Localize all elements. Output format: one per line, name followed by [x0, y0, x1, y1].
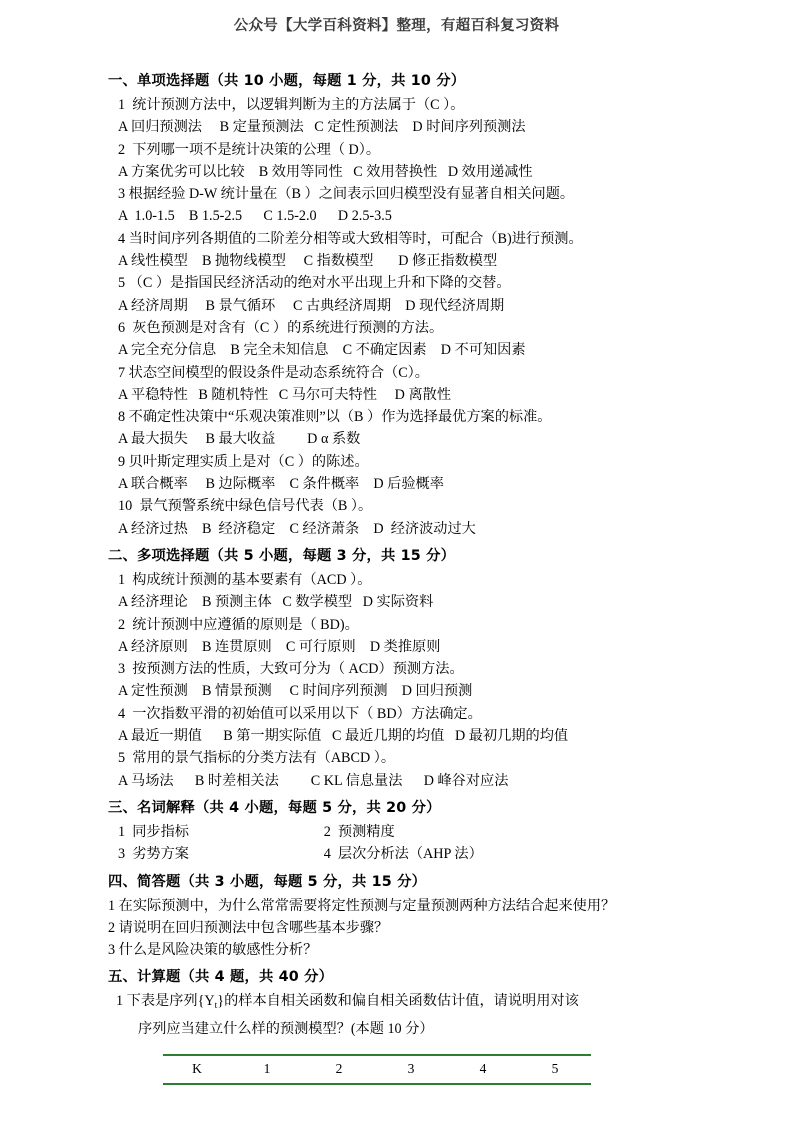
option-line: A 经济周期 B 景气循环 C 古典经济周期 D 现代经济周期 — [118, 297, 505, 314]
option-line: A 经济原则 B 连贯原则 C 可行原则 D 类推原则 — [118, 638, 441, 655]
table-header-cell: 3 — [407, 1060, 415, 1076]
option-line: A 经济过热 B 经济稳定 C 经济萧条 D 经济波动过大 — [118, 520, 476, 537]
section-heading-2: 二、多项选择题（共 5 小题，每题 3 分，共 15 分） — [108, 547, 456, 564]
subscript-t: t — [214, 1001, 218, 1012]
question-line: 1 在实际预测中，为什么常常需要将定性预测与定量预测两种方法结合起来使用？ — [108, 897, 616, 914]
table-header-cell: 2 — [335, 1060, 343, 1076]
option-line: A 平稳特性 B 随机特性 C 马尔可夫特性 D 离散性 — [118, 386, 452, 403]
question-line: 2 下列哪一项不是统计决策的公理（ D）。 — [118, 141, 381, 158]
question-line: 5 （C ）是指国民经济活动的绝对水平出现上升和下降的交替。 — [118, 275, 511, 292]
option-line: A 方案优劣可以比较 B 效用等同性 C 效用替换性 D 效用递减性 — [118, 163, 533, 180]
table-row — [163, 1055, 591, 1084]
question-line: 4 当时间序列各期值的二阶差分相等或大致相等时，可配合（B)进行预测。 — [118, 230, 583, 247]
question-line: 3 按预测方法的性质，大致可分为（ ACD）预测方法。 — [118, 661, 464, 678]
option-line: A 联合概率 B 边际概率 C 条件概率 D 后验概率 — [118, 476, 444, 493]
section-heading-1: 一、单项选择题（共 10 小题，每题 1 分，共 10 分） — [108, 73, 466, 89]
watermark-text: 公众号【大学百科资料】整理，有超百科复习资料 — [233, 18, 560, 34]
option-line: A 完全充分信息 B 完全未知信息 C 不确定因素 D 不可知因素 — [118, 342, 526, 359]
calc-question-line2: 序列应当建立什么样的预测模型？(本题 10 分） — [138, 1020, 434, 1037]
question-line: 5 常用的景气指标的分类方法有（ABCD ）。 — [118, 750, 396, 767]
table-header-cell: K — [192, 1060, 202, 1076]
option-line: A 1.0-1.5 B 1.5-2.5 C 1.5-2.0 D 2.5-3.5 — [118, 208, 392, 225]
question-line: 4 一次指数平滑的初始值可以采用以下（ BD）方法确定。 — [118, 705, 482, 722]
option-line: A 最近一期值 B 第一期实际值 C 最近几期的均值 D 最初几期的均值 — [118, 728, 569, 745]
section-heading-4: 四、简答题（共 3 小题，每题 5 分，共 15 分） — [108, 873, 427, 890]
option-line: A 定性预测 B 情景预测 C 时间序列预测 D 回归预测 — [118, 683, 473, 700]
section-heading-5: 五、计算题（共 4 题，共 40 分） — [108, 969, 334, 986]
table-header-cell: 1 — [263, 1060, 271, 1076]
question-line: 7 状态空间模型的假设条件是动态系统符合（C）。 — [118, 364, 429, 381]
section-heading-3: 三、名词解释（共 4 小题，每题 5 分，共 20 分） — [108, 799, 441, 816]
question-line: 3 根据经验 D-W 统计量在（B ）之间表示回归模型没有显著自相关问题。 — [118, 186, 575, 203]
calc-question-part2: }的样本自相关函数和偏自相关函数估计值，请说明用对该 — [217, 993, 579, 1010]
question-line: 1 构成统计预测的基本要素有（ACD ）。 — [118, 571, 372, 588]
question-line: 3 什么是风险决策的敏感性分析？ — [108, 942, 318, 959]
question-line: 2 请说明在回归预测法中包含哪些基本步骤？ — [108, 919, 389, 936]
question-line: 6 灰色预测是对含有（C ）的系统进行预测的方法。 — [118, 319, 444, 336]
table-header-cell: 4 — [479, 1060, 487, 1076]
autocorrelation-table — [163, 1054, 591, 1085]
term-line: 1 同步指标 2 预测精度 — [118, 823, 395, 840]
option-line: A 回归预测法 B 定量预测法 C 定性预测法 D 时间序列预测法 — [118, 119, 526, 136]
table-header-cell: 5 — [551, 1060, 559, 1076]
question-line: 1 统计预测方法中，以逻辑判断为主的方法属于（C ）。 — [118, 97, 465, 113]
option-line: A 经济理论 B 预测主体 C 数学模型 D 实际资料 — [118, 594, 434, 611]
question-line: 9 贝叶斯定理实质上是对（C ）的陈述。 — [118, 453, 369, 470]
option-line: A 马场法 B 时差相关法 C KL 信息量法 D 峰谷对应法 — [118, 772, 509, 789]
calc-question-part1: 1 下表是序列{Y — [116, 993, 215, 1010]
calc-question-1 — [108, 990, 708, 1040]
document-body — [108, 70, 708, 1085]
option-line: A 线性模型 B 抛物线模型 C 指数模型 D 修正指数模型 — [118, 253, 498, 270]
question-line: 2 统计预测中应遵循的原则是（ BD)。 — [118, 616, 359, 633]
option-line: A 最大损失 B 最大收益 D α 系数 — [118, 431, 361, 448]
term-line: 3 劣势方案 4 层次分析法（AHP 法） — [118, 846, 483, 863]
question-line: 10 景气预警系统中绿色信号代表（B ）。 — [118, 498, 373, 515]
question-line: 8 不确定性决策中“乐观决策准则”以（B ）作为选择最优方案的标准。 — [118, 409, 552, 426]
